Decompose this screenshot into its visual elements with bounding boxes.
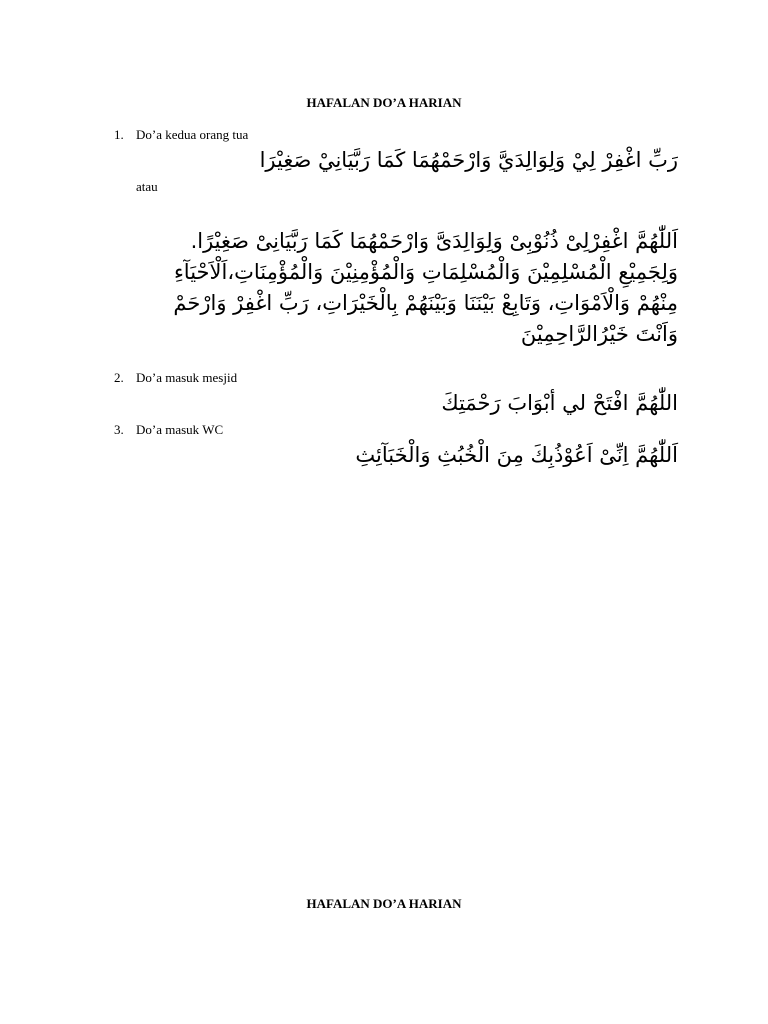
list-item-label: Do’a masuk WC <box>136 422 224 437</box>
arabic-prayer-parents: رَبِّ اغْفِرْ لِيْ وَلِوَالِدَيَّ وَارْحَمْهُمَا كَمَا رَبَّيَانِيْ صَغِيْرَا <box>259 148 678 172</box>
list-item-2 <box>114 370 237 386</box>
separator-text: atau <box>136 179 158 194</box>
document-title-repeat: HAFALAN DO’A HARIAN <box>306 896 462 911</box>
arabic-prayer-parents-alt <box>128 226 678 350</box>
arabic-line: اَللّٰهُمَّ اغْفِرْلِىْ ذُنُوْبِىْ وَلِوَالِدَىَّ وَارْحَمْهُمَا كَمَا رَبَّيَانِىْ صَغِيْرًا. <box>190 229 678 253</box>
list-item-label: Do’a kedua orang tua <box>136 127 249 142</box>
arabic-line: مِنْهُمْ وَالْاَمْوَاتِ، وَتَابِعْ بَيْنَنَا وَبَيْنَهُمْ بِالْخَيْرَاتِ، رَبِّ اغْفِرْ وَارْحَمْ <box>173 291 678 315</box>
list-number: 2. <box>114 370 124 385</box>
document-title: HAFALAN DO’A HARIAN <box>306 95 462 110</box>
arabic-line: وَلِجَمِيْعِ الْمُسْلِمِيْنَ وَالْمُسْلِمَاتِ وَالْمُؤْمِنِيْنَ وَالْمُؤْمِنَاتِ،اَلْاَحْيَآءِ <box>173 260 678 284</box>
arabic-line: وَاَنْتَ خَيْرُالرَّاحِمِيْنَ <box>520 322 678 346</box>
list-item-1 <box>114 127 248 143</box>
list-item-label: Do’a masuk mesjid <box>136 370 238 385</box>
list-item-3 <box>114 422 223 438</box>
list-number: 3. <box>114 422 124 437</box>
arabic-prayer-mosque: اللّٰهُمَّ افْتَحْ لي أبْوَابَ رَحْمَتِكَ <box>441 391 678 415</box>
list-number: 1. <box>114 127 124 142</box>
arabic-prayer-toilet: اَللّٰهُمَّ اِنِّىْ اَعُوْذُبِكَ مِنَ الْخُبُثِ وَالْخَبَآئِثِ <box>355 443 678 467</box>
